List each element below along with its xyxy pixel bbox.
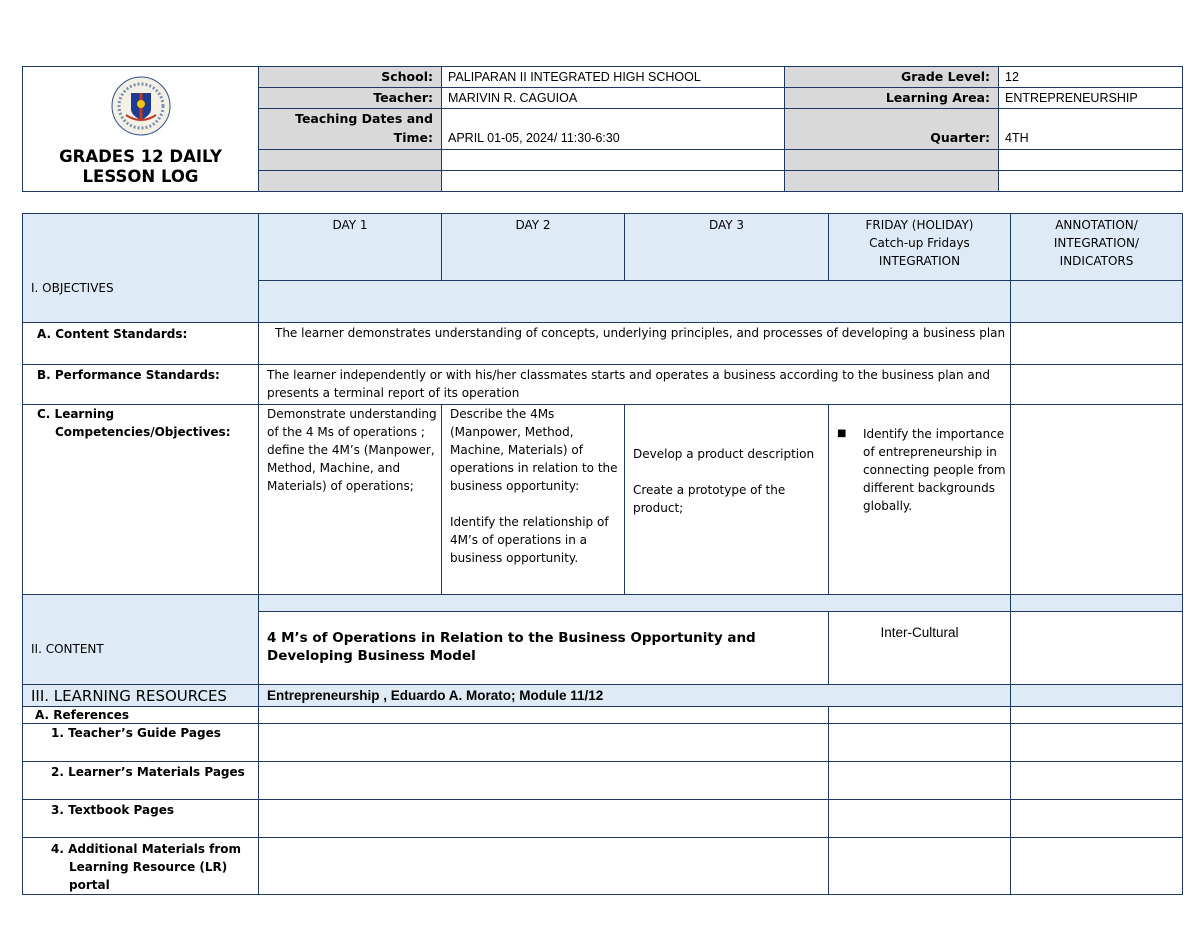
day2-competency-cell xyxy=(442,405,625,595)
header-empty-cell xyxy=(259,171,442,192)
content-annotation xyxy=(1011,612,1183,685)
teaching-dates-label-1: Teaching Dates and xyxy=(295,111,433,126)
learning-resources-text: Entrepreneurship , Eduardo A. Morato; Module 11/12 xyxy=(259,685,1011,707)
competency-annotation xyxy=(1011,405,1183,595)
day2-competency-text-a: Describe the 4Ms (Manpower, Method, Machine, Materials) of operations in relation to the business opportunity: xyxy=(450,407,618,493)
grade-level-value: 12 xyxy=(999,67,1183,88)
additional-materials-cell xyxy=(259,838,829,895)
additional-materials-label-1: 4. Additional Materials from xyxy=(51,842,242,856)
references-cell xyxy=(259,707,829,724)
performance-standards-label: B. Performance Standards: xyxy=(23,365,259,405)
learners-materials-annotation xyxy=(1011,762,1183,800)
teachers-guide-friday xyxy=(829,724,1011,762)
performance-standards-text: The learner independently or with his/her classmates starts and operates a business according to the business plan and presents a terminal report of its operation xyxy=(259,365,1011,405)
objectives-blank-row xyxy=(259,281,1011,323)
learning-area-label: Learning Area: xyxy=(785,88,999,109)
grade-level-label: Grade Level: xyxy=(785,67,999,88)
lesson-log-title-1: GRADES 12 DAILY xyxy=(59,147,222,166)
day2-column-header: DAY 2 xyxy=(442,214,625,281)
teaching-dates-label-2: Time: xyxy=(393,130,433,145)
learners-materials-label: 2. Learner’s Materials Pages xyxy=(23,762,259,800)
textbook-pages-friday xyxy=(829,800,1011,838)
learning-area-value: ENTREPRENEURSHIP xyxy=(999,88,1183,109)
references-friday xyxy=(829,707,1011,724)
teachers-guide-label: 1. Teacher’s Guide Pages xyxy=(23,724,259,762)
annotation-header-line-1: ANNOTATION/ xyxy=(1055,218,1138,232)
additional-materials-friday xyxy=(829,838,1011,895)
teachers-guide-annotation xyxy=(1011,724,1183,762)
additional-materials-label-2: Learning Resource (LR) xyxy=(69,860,228,874)
additional-materials-label xyxy=(23,838,259,895)
friday-competency-cell xyxy=(829,405,1011,595)
learning-resources-heading: III. LEARNING RESOURCES xyxy=(23,685,259,707)
content-standards-label: A. Content Standards: xyxy=(23,323,259,365)
learning-resources-annotation xyxy=(1011,685,1183,707)
annotation-header-line-2: INTEGRATION/ xyxy=(1053,236,1140,250)
content-friday-text: Inter-Cultural xyxy=(829,612,1011,685)
references-label: A. References xyxy=(23,707,259,724)
header-empty-cell xyxy=(259,150,442,171)
teacher-label: Teacher: xyxy=(259,88,442,109)
quarter-value: 4TH xyxy=(999,109,1183,150)
learners-materials-cell xyxy=(259,762,829,800)
annotation-column-header xyxy=(1011,214,1183,281)
objectives-blank-annotation xyxy=(1011,281,1183,323)
day3-competency-text-a: Develop a product description xyxy=(633,447,815,461)
content-heading: II. CONTENT xyxy=(23,595,259,685)
additional-materials-annotation xyxy=(1011,838,1183,895)
additional-materials-label-3: portal xyxy=(69,878,110,892)
friday-header-line-1: FRIDAY (HOLIDAY) xyxy=(865,218,974,232)
learners-materials-friday xyxy=(829,762,1011,800)
textbook-pages-cell xyxy=(259,800,829,838)
friday-header-line-3: INTEGRATION xyxy=(878,254,961,268)
header-empty-cell xyxy=(999,150,1183,171)
day1-competency-text: Demonstrate understanding of the 4 Ms of operations ; define the 4M’s (Manpower, Method, Machine, and Materials) of operations; xyxy=(259,405,442,595)
day3-column-header: DAY 3 xyxy=(625,214,829,281)
performance-standards-annotation xyxy=(1011,365,1183,405)
header-empty-cell xyxy=(999,171,1183,192)
teachers-guide-cell xyxy=(259,724,829,762)
learning-competencies-label xyxy=(23,405,259,595)
header-empty-cell xyxy=(442,150,785,171)
lesson-log-title-2: LESSON LOG xyxy=(82,167,199,186)
header-empty-cell xyxy=(785,150,999,171)
annotation-header-line-3: INDICATORS xyxy=(1059,254,1134,268)
content-standards-text: The learner demonstrates understanding of concepts, underlying principles, and processes of developing a business plan xyxy=(259,323,1011,365)
teaching-dates-label xyxy=(259,109,442,150)
teacher-value: MARIVIN R. CAGUIOA xyxy=(442,88,785,109)
school-label: School: xyxy=(259,67,442,88)
content-blank-row xyxy=(259,595,1011,612)
school-value: PALIPARAN II INTEGRATED HIGH SCHOOL xyxy=(442,67,785,88)
day2-competency-text-b: Identify the relationship of 4M’s of operations in a business opportunity. xyxy=(450,515,609,565)
deped-seal-icon xyxy=(104,75,178,137)
lesson-log-table xyxy=(22,213,1183,895)
friday-competency-text: Identify the importance of entrepreneurship in connecting people from different backgrounds globally. xyxy=(863,427,1006,513)
learning-competencies-label-2: Competencies/Objectives: xyxy=(55,425,231,439)
textbook-pages-annotation xyxy=(1011,800,1183,838)
day3-competency-cell xyxy=(625,405,829,595)
objectives-heading: I. OBJECTIVES xyxy=(23,214,259,323)
textbook-pages-label: 3. Textbook Pages xyxy=(23,800,259,838)
teaching-dates-value: APRIL 01-05, 2024/ 11:30-6:30 xyxy=(442,109,785,150)
day3-competency-text-b: Create a prototype of the product; xyxy=(633,483,786,515)
references-annotation xyxy=(1011,707,1183,724)
day1-column-header: DAY 1 xyxy=(259,214,442,281)
learning-competencies-label-1: C. Learning xyxy=(37,407,115,421)
content-text: 4 M’s of Operations in Relation to the Business Opportunity and Developing Business Model xyxy=(259,612,829,685)
header-empty-cell xyxy=(785,171,999,192)
header-table xyxy=(22,66,1183,192)
header-empty-cell xyxy=(442,171,785,192)
content-standards-annotation xyxy=(1011,323,1183,365)
bullet-square-icon: ■ xyxy=(837,428,847,439)
content-blank-annotation xyxy=(1011,595,1183,612)
friday-competency-bullet xyxy=(829,405,1010,515)
friday-header-line-2: Catch-up Fridays xyxy=(869,236,970,250)
logo-title-cell xyxy=(23,67,259,192)
quarter-label: Quarter: xyxy=(785,109,999,150)
friday-column-header xyxy=(829,214,1011,281)
